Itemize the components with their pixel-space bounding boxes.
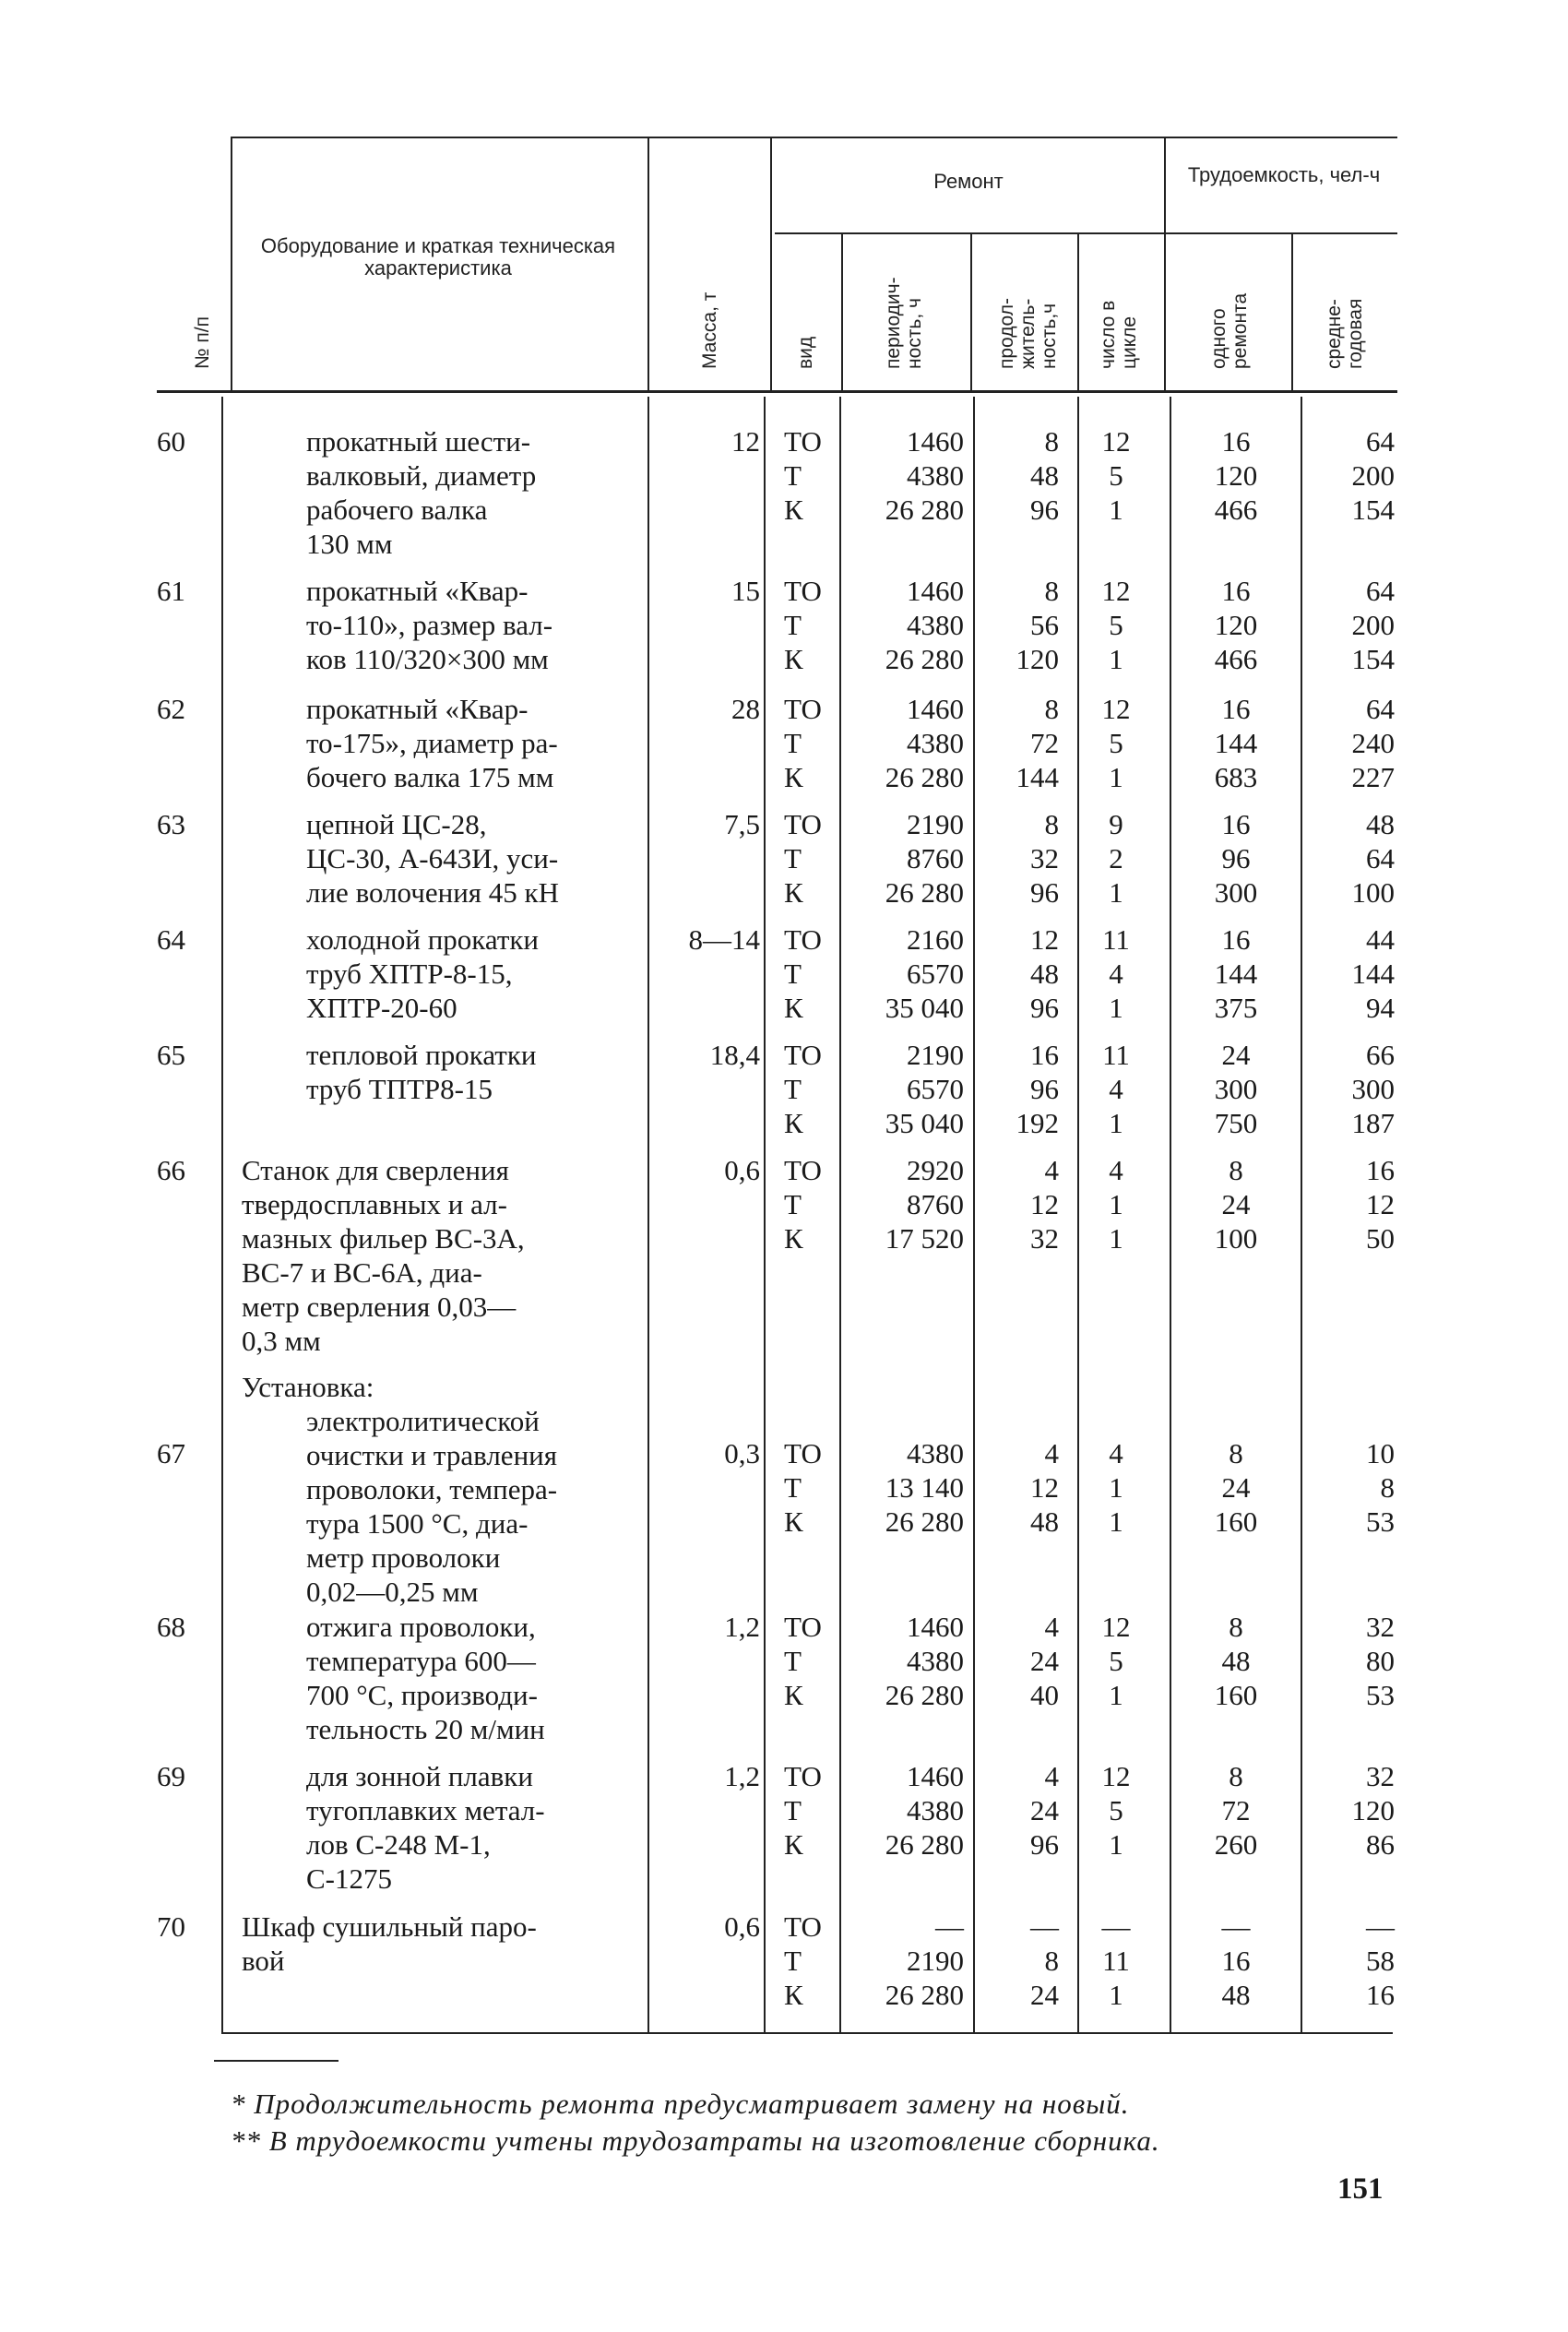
header-periodicity: периодич-ность, ч [883,277,925,369]
row-mass: 0,6 [724,1910,760,1943]
row-description: электролитической очистки и травления проволоки, темпера- тура 1500 °С, диа- метр проволоки 0,02—0,25 мм [306,1405,558,1608]
row-mass: 7,5 [724,808,760,840]
row-periodicity: 2160 6570 35 040 [885,923,964,1024]
row-cycle: 9 2 1 [1109,808,1123,909]
row-periodicity: — 2190 26 280 [885,1910,964,2011]
row-periodicity: 1460 4380 26 280 [885,425,964,526]
header-mass: Масса, т [699,292,720,369]
row-kind: ТО Т К [784,1760,822,1861]
body-sep-mass [764,397,766,2032]
row-annual: 10 8 53 [1366,1437,1395,1538]
row-one-repair: 16 144 683 [1214,693,1258,793]
row-cycle: 11 4 1 [1102,1039,1130,1139]
row-kind: ТО Т К [784,1154,822,1255]
row-description: прокатный «Квар- то-110», размер вал- ков 110/320×300 мм [306,575,553,675]
header-labor: Трудоемкость, чел-ч [1187,163,1381,186]
row-one-repair: 16 144 375 [1214,923,1258,1024]
footnote-1: * Продолжительность ремонта предусматривает замену на новый. [231,2088,1130,2120]
row-duration: 12 48 96 [1030,923,1059,1024]
row-annual: 64 200 154 [1351,575,1395,675]
row-one-repair: — 16 48 [1221,1910,1251,2011]
col-sep-desc [647,138,649,390]
row-cycle: 4 1 1 [1109,1154,1123,1255]
row-annual: 64 200 154 [1351,425,1395,526]
row-annual: 66 300 187 [1351,1039,1395,1139]
row-mass: 1,2 [724,1611,760,1643]
row-one-repair: 16 96 300 [1214,808,1258,909]
row-number: 63 [157,808,185,840]
row-number: 68 [157,1611,185,1643]
row-description: для зонной плавки тугоплавких метал- лов С-248 М-1, С-1275 [306,1760,545,1895]
row-number: 62 [157,693,185,725]
row-number: 69 [157,1760,185,1792]
row-mass: 0,6 [724,1154,760,1186]
row-mass: 1,2 [724,1760,760,1792]
row-number: 61 [157,575,185,607]
row-description: тепловой прокатки труб ТПТР8-15 [306,1039,537,1105]
header-repair: Ремонт [933,170,1004,193]
row-periodicity: 2920 8760 17 520 [885,1154,964,1255]
row-number: 64 [157,923,185,956]
header-duration: продол-житель-ность,ч [996,298,1060,369]
row-cycle: 4 1 1 [1109,1437,1123,1538]
header-equipment: Оборудование и краткая техническая характеристика [260,234,616,280]
row-one-repair: 16 120 466 [1214,425,1258,526]
header-one-repair: одного ремонта [1208,292,1251,369]
row-periodicity: 1460 4380 26 280 [885,1760,964,1861]
header-cycle-count: число в цикле [1098,300,1140,369]
row-number: 60 [157,425,185,458]
row-cycle: — 11 1 [1101,1910,1131,2011]
row-annual: 32 80 53 [1366,1611,1395,1711]
col-sep-mass [770,138,772,390]
row-one-repair: 8 24 160 [1214,1437,1258,1538]
body-sep-per [973,397,975,2032]
row-description: прокатный шести- валковый, диаметр рабочего валка 130 мм [306,425,537,560]
row-number: 67 [157,1437,185,1469]
row-kind: ТО Т К [784,1039,822,1139]
row-cycle: 12 5 1 [1101,575,1131,675]
body-sep-dur [1077,397,1079,2032]
col-sep-kind [841,234,843,390]
header-kind: вид [795,336,816,369]
col-sep-repair [1164,138,1166,390]
row-cycle: 12 5 1 [1101,425,1131,526]
row-annual: — 58 16 [1366,1910,1395,2011]
row-kind: ТО Т К [784,1437,822,1538]
row-annual: 64 240 227 [1351,693,1395,793]
row-description: холодной прокатки труб ХПТР-8-15, ХПТР-20-60 [306,923,540,1024]
header-num: № п/п [192,316,213,369]
row-annual: 44 144 94 [1351,923,1395,1024]
row-mass: 12 [731,425,760,458]
row-kind: ТО Т К [784,693,822,793]
col-sep-num [231,138,232,390]
row-cycle: 12 5 1 [1101,1760,1131,1861]
row-number: 70 [157,1910,185,1943]
row-duration: 4 12 32 [1030,1154,1059,1255]
row-periodicity: 4380 13 140 26 280 [885,1437,964,1538]
body-sep-desc [647,397,649,2032]
row-mass: 15 [731,575,760,607]
row-description: прокатный «Квар- то-175», диаметр ра- бочего валка 175 мм [306,693,558,793]
row-number: 65 [157,1039,185,1071]
row-kind: ТО Т К [784,425,822,526]
row-periodicity: 2190 6570 35 040 [885,1039,964,1139]
row-number: 66 [157,1154,185,1186]
row-periodicity: 1460 4380 26 280 [885,693,964,793]
row-duration: 8 72 144 [1016,693,1059,793]
row-cycle: 11 4 1 [1102,923,1130,1024]
row-one-repair: 8 24 100 [1214,1154,1258,1255]
row-description: отжига проволоки, температура 600— 700 °С, производи- тельность 20 м/мин [306,1611,545,1745]
row-one-repair: 16 120 466 [1214,575,1258,675]
col-sep-one [1291,234,1293,390]
repair-sub-rule [775,232,1397,234]
row-duration: 8 56 120 [1016,575,1059,675]
row-kind: ТО Т К [784,1611,822,1711]
row-kind: ТО Т К [784,1910,822,2011]
row-duration: 8 32 96 [1030,808,1059,909]
row-mass: 18,4 [709,1039,760,1071]
row-cycle: 12 5 1 [1101,693,1131,793]
page-number: 151 [1337,2172,1384,2206]
row-kind: ТО Т К [784,808,822,909]
row-mass: 28 [731,693,760,725]
row-annual: 32 120 86 [1351,1760,1395,1861]
header-top-rule [231,137,1397,138]
row-kind: ТО Т К [784,923,822,1024]
row-one-repair: 8 48 160 [1214,1611,1258,1711]
body-sep-num [221,397,223,2032]
row-periodicity: 1460 4380 26 280 [885,575,964,675]
footnote-2: ** В трудоемкости учтены трудозатраты на изготовление сборника. [231,2124,1160,2157]
table-bottom-rule [221,2032,1393,2034]
row-mass: 0,3 [724,1437,760,1469]
row-annual: 16 12 50 [1366,1154,1395,1255]
row-periodicity: 1460 4380 26 280 [885,1611,964,1711]
row-duration: — 8 24 [1030,1910,1059,2011]
header-bottom-rule [157,390,1397,393]
col-sep-per [970,234,972,390]
row-kind: ТО Т К [784,575,822,675]
row-periodicity: 2190 8760 26 280 [885,808,964,909]
row-duration: 4 12 48 [1030,1437,1059,1538]
row-duration: 4 24 40 [1030,1611,1059,1711]
row-duration: 8 48 96 [1030,425,1059,526]
row-description: цепной ЦС-28, ЦС-30, А-643И, уси- лие волочения 45 кН [306,808,559,909]
row-duration: 16 96 192 [1016,1039,1059,1139]
row-annual: 48 64 100 [1351,808,1395,909]
footnote-rule [214,2060,339,2062]
header-annual-avg: средне-годовая [1324,298,1366,369]
body-sep-cyc [1170,397,1171,2032]
row-description: Шкаф сушильный паро- вой [242,1910,537,1977]
row-duration: 4 24 96 [1030,1760,1059,1861]
row-mass: 8—14 [688,923,760,956]
row-description: Станок для сверления твердосплавных и ал- мазных фильер ВС-3А, ВС-7 и ВС-6А, диа- метр сверления 0,03— 0,3 мм [242,1154,525,1357]
col-sep-dur [1077,234,1079,390]
row-one-repair: 8 72 260 [1214,1760,1258,1861]
group-label: Установка: [242,1371,374,1403]
row-cycle: 12 5 1 [1101,1611,1131,1711]
row-one-repair: 24 300 750 [1214,1039,1258,1139]
